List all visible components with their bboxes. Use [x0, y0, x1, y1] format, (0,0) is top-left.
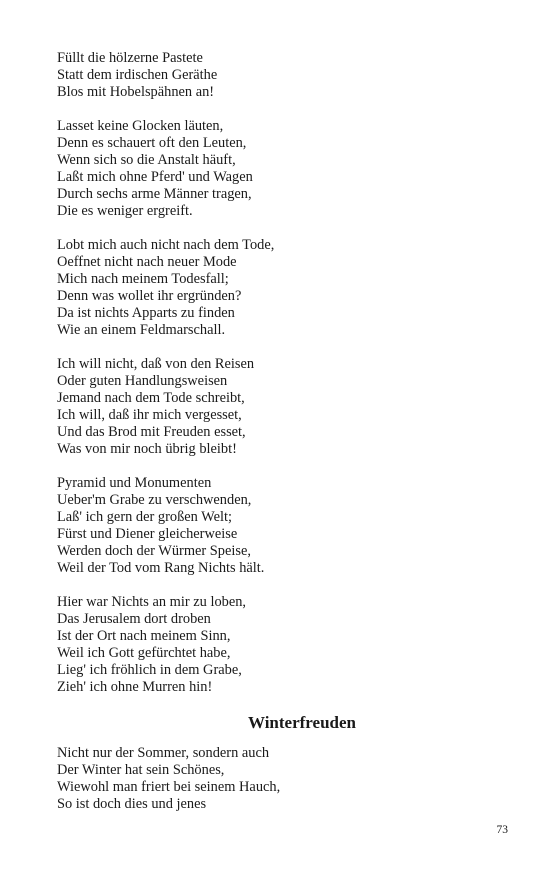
poem-line: Ueber'm Grabe zu verschwenden, [57, 492, 252, 508]
poem-line: Wiewohl man friert bei seinem Hauch, [57, 779, 281, 795]
poem-line: Denn es schauert oft den Leuten, [57, 135, 247, 151]
poem-line: Fürst und Diener gleicherweise [57, 526, 238, 542]
poem-line: So ist doch dies und jenes [57, 796, 207, 812]
poem-line: Ich will nicht, daß von den Reisen [57, 356, 255, 372]
poem-line: Zieh' ich ohne Murren hin! [57, 679, 213, 695]
stanza-2 [57, 118, 497, 220]
poem-line: Nicht nur der Sommer, sondern auch [57, 745, 270, 761]
poem-line: Laß' ich gern der großen Welt; [57, 509, 232, 525]
poem-title: Winterfreuden [248, 713, 356, 732]
poem-line: Hier war Nichts an mir zu loben, [57, 594, 247, 610]
poem-line: Und das Brod mit Freuden esset, [57, 424, 246, 440]
poem-line: Ist der Ort nach meinem Sinn, [57, 628, 231, 644]
poem-line: Weil der Tod vom Rang Nichts hält. [57, 560, 265, 576]
poem-line: Was von mir noch übrig bleibt! [57, 441, 237, 457]
poem-line: Blos mit Hobelspähnen an! [57, 84, 215, 100]
poem-line: Denn was wollet ihr ergründen? [57, 288, 242, 304]
poem-line: Wie an einem Feldmarschall. [57, 322, 226, 338]
poem-line: Ich will, daß ihr mich vergesset, [57, 407, 242, 423]
poem-line: Das Jerusalem dort droben [57, 611, 211, 627]
poem-line: Die es weniger ergreift. [57, 203, 193, 219]
poem-line: Pyramid und Monumenten [57, 475, 212, 491]
poem-line: Füllt die hölzerne Pastete [57, 50, 203, 66]
stanza-1 [57, 50, 497, 101]
stanza-5 [57, 475, 497, 577]
poem-line: Weil ich Gott gefürchtet habe, [57, 645, 231, 661]
poem-line: Da ist nichts Apparts zu finden [57, 305, 235, 321]
poem-line: Oder guten Handlungsweisen [57, 373, 228, 389]
poem-line: Durch sechs arme Männer tragen, [57, 186, 252, 202]
poem-line: Laßt mich ohne Pferd' und Wagen [57, 169, 253, 185]
stanza-6 [57, 594, 497, 696]
poem-body [57, 50, 497, 830]
page-number: 73 [496, 824, 508, 836]
poem-line: Statt dem irdischen Geräthe [57, 67, 218, 83]
stanza-3 [57, 237, 497, 339]
poem-line: Mich nach meinem Todesfall; [57, 271, 229, 287]
poem-line: Wenn sich so die Anstalt häuft, [57, 152, 236, 168]
poem-line: Oeffnet nicht nach neuer Mode [57, 254, 237, 270]
poem-line: Lasset keine Glocken läuten, [57, 118, 224, 134]
poem-line: Der Winter hat sein Schönes, [57, 762, 225, 778]
poem-line: Lieg' ich fröhlich in dem Grabe, [57, 662, 242, 678]
poem-line: Lobt mich auch nicht nach dem Tode, [57, 237, 275, 253]
winter-stanza-1 [57, 745, 497, 813]
poem-line: Werden doch der Würmer Speise, [57, 543, 251, 559]
stanza-4 [57, 356, 497, 458]
poem-line: Jemand nach dem Tode schreibt, [57, 390, 245, 406]
